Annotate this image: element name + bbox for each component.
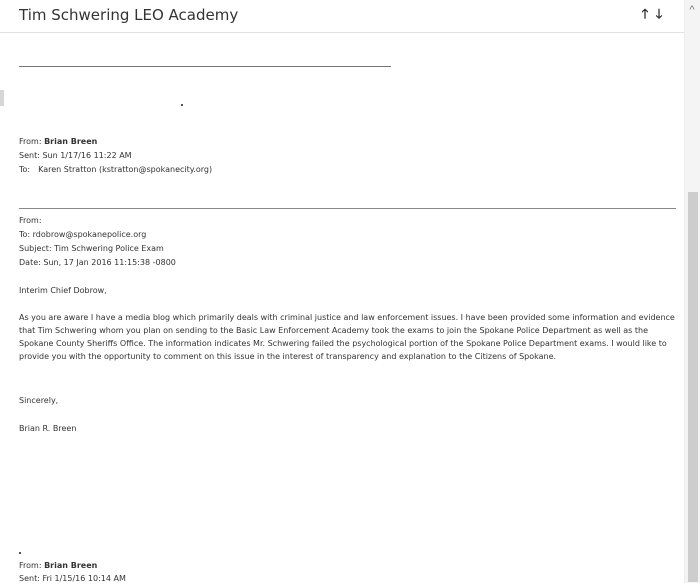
redaction-dot [181, 104, 183, 106]
header2-date-line: Date: Sun, 17 Jan 2016 11:15:38 -0800 [19, 258, 176, 267]
sender-name: Brian Breen [44, 137, 98, 146]
message-closing: Sincerely, [19, 396, 59, 405]
message-subject-title: Tim Schwering LEO Academy [19, 6, 239, 24]
header1-to-line: To: Karen Stratton (kstratton@spokanecity.org) [19, 165, 213, 174]
header1-from-line: From: Brian Breen [19, 137, 98, 146]
header1-sent-line: Sent: Sun 1/17/16 11:22 AM [19, 151, 132, 160]
sender-name: Brian Breen [44, 561, 98, 570]
header3-sent-line: Sent: Fri 1/15/16 10:14 AM [19, 574, 126, 583]
left-edge-marker [0, 90, 4, 106]
header3-from-line: From: Brian Breen [19, 561, 98, 570]
reading-pane-header [0, 0, 684, 33]
header2-to-line: To: rdobrow@spokanepolice.org [19, 230, 147, 239]
message-divider [19, 208, 676, 209]
message-body: As you are aware I have a media blog which primarily deals with criminal justice and law enforcement issues. I have been provided some information and evidence that Tim Schwering whom you plan on sending to the Basic Law Enforcement Academy took the exams to join the Spokane Police Department as well as the Spokane County Sheriffs Office. The information indicates Mr. Schwering failed the psychological portion of the Spokane Police Department exams. I would like to provide you with the opportunity to comment on this issue in the interest of transparency and explanation to the Citizens of Spokane. [19, 313, 675, 361]
signature-divider [19, 66, 391, 67]
redaction-dot [19, 552, 21, 554]
scrollbar-thumb[interactable] [688, 192, 698, 582]
message-greeting: Interim Chief Dobrow, [19, 286, 107, 295]
arrow-down-icon[interactable]: 🡓 [655, 7, 663, 22]
scroll-up-icon[interactable]: ^ [689, 4, 695, 16]
message-signature: Brian R. Breen [19, 424, 77, 433]
header2-from-line: From: [19, 216, 42, 225]
arrow-up-icon[interactable]: 🡑 [641, 7, 649, 22]
header2-subject-line: Subject: Tim Schwering Police Exam [19, 244, 164, 253]
